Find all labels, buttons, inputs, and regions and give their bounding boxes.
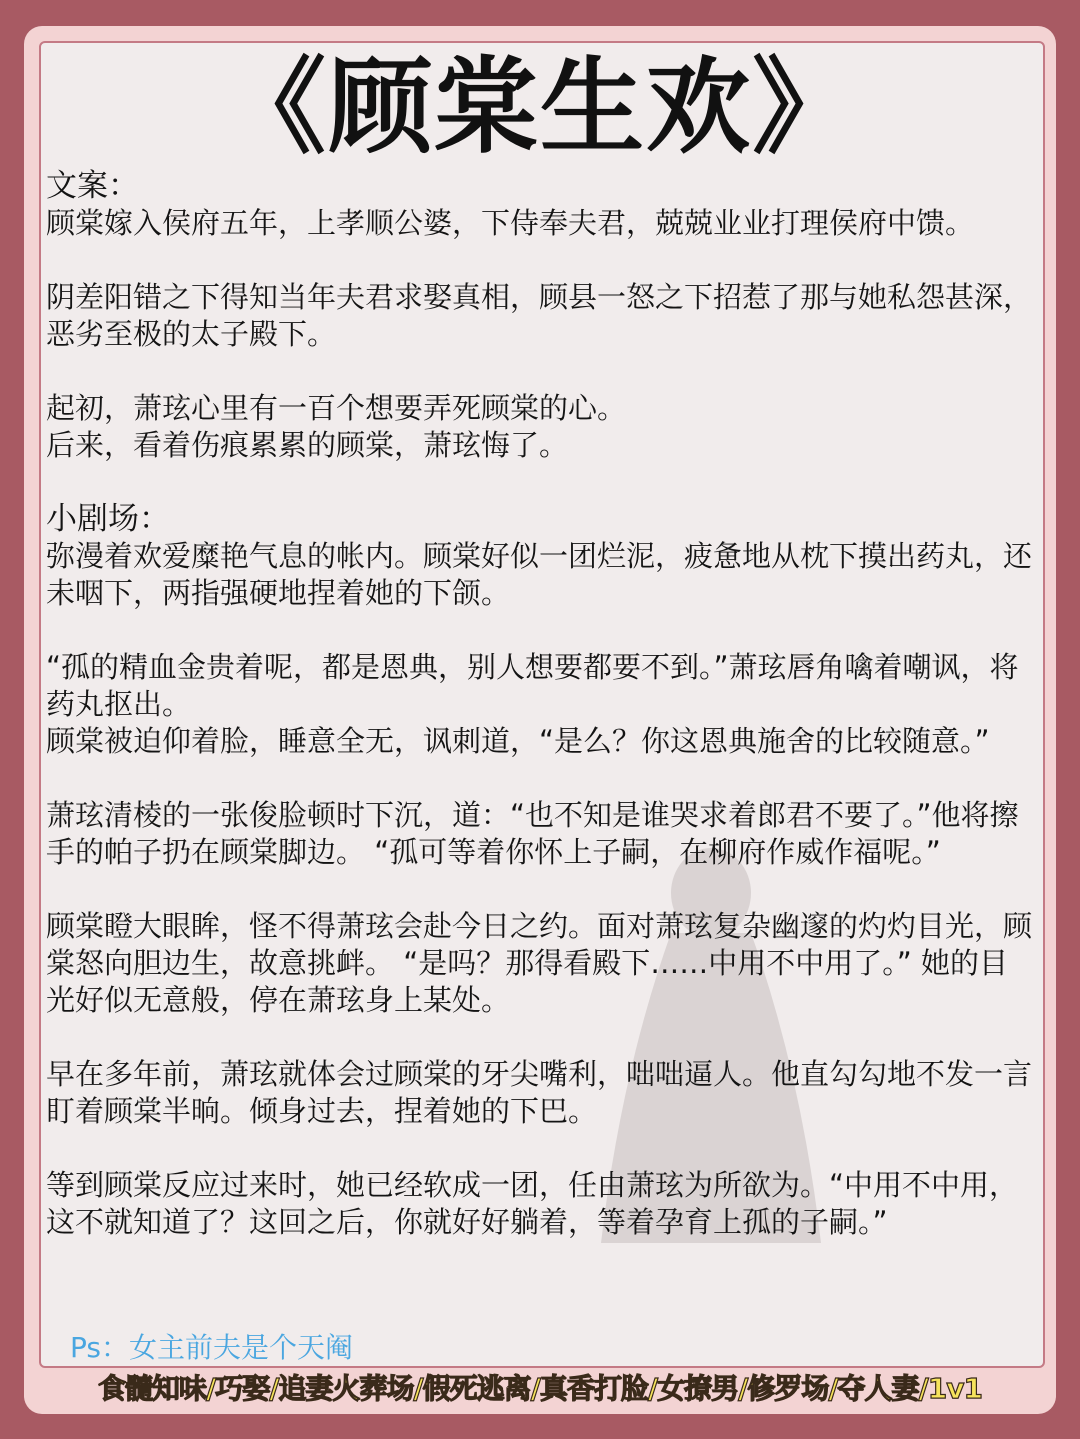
ps-note: Ps：女主前夫是个天阉: [70, 1331, 353, 1364]
synopsis-heading: 文案：: [46, 168, 139, 204]
scene-paragraph: 顾棠瞪大眼眸，怪不得萧玹会赴今日之约。面对萧玹复杂幽邃的灼灼目光，顾棠怒向胆边生，故意挑衅。 “是吗？那得看殿下……中用不中用了。” 她的目光好似无意般，停在萧玹身上某处。: [46, 909, 1033, 1017]
scene-paragraph: 等到顾棠反应过来时，她已经软成一团，任由萧玹为所欲为。“中用不中用，这不就知道了？这回之后，你就好好躺着，等着孕育上孤的子嗣。”: [46, 1168, 1019, 1239]
scene-paragraph: 弥漫着欢爱糜艳气息的帐内。顾棠好似一团烂泥，疲惫地从枕下摸出药丸，还未咽下，两指强硬地捏着她的下颌。: [46, 539, 1033, 610]
synopsis-paragraph: 起初，萧玹心里有一百个想要弄死顾棠的心。: [46, 391, 627, 425]
book-title: 《顾棠生欢》: [221, 46, 858, 168]
scene-paragraph: 早在多年前，萧玹就体会过顾棠的牙尖嘴利，咄咄逼人。他直勾勾地不发一言盯着顾棠半晌。倾身过去，捏着她的下巴。: [46, 1057, 1033, 1128]
synopsis-paragraph: 阴差阳错之下得知当年夫君求娶真相，顾县一怒之下招惹了那与她私怨甚深，恶劣至极的太子殿下。: [46, 280, 1033, 351]
scene-paragraph: 萧玹清棱的一张俊脸顿时下沉，道：“也不知是谁哭求着郎君不要了。”他将擦手的帕子扔在顾棠脚边。 “孤可等着你怀上子嗣，在柳府作威作福呢。”: [46, 798, 1019, 869]
synopsis-paragraph: 后来，看着伤痕累累的顾棠，萧玹悔了。: [46, 428, 569, 462]
tags-line: 食髓知味/巧娶/追妻火葬场/假死逃离/真香打脸/女撩男/修罗场/夺人妻/1v1: [97, 1372, 983, 1405]
scene-paragraph: 顾棠被迫仰着脸，睡意全无，讽刺道，“是么？你这恩典施舍的比较随意。”: [46, 724, 990, 758]
synopsis-body: [46, 168, 1036, 1241]
synopsis-paragraph: 顾棠嫁入侯府五年，上孝顺公婆，下侍奉夫君，兢兢业业打理侯府中馈。: [46, 206, 975, 240]
scene-paragraph: “孤的精血金贵着呢，都是恩典，别人想要都要不到。”萧玹唇角噙着嘲讽，将药丸抠出。: [46, 650, 1019, 721]
scene-heading: 小剧场：: [46, 501, 170, 537]
